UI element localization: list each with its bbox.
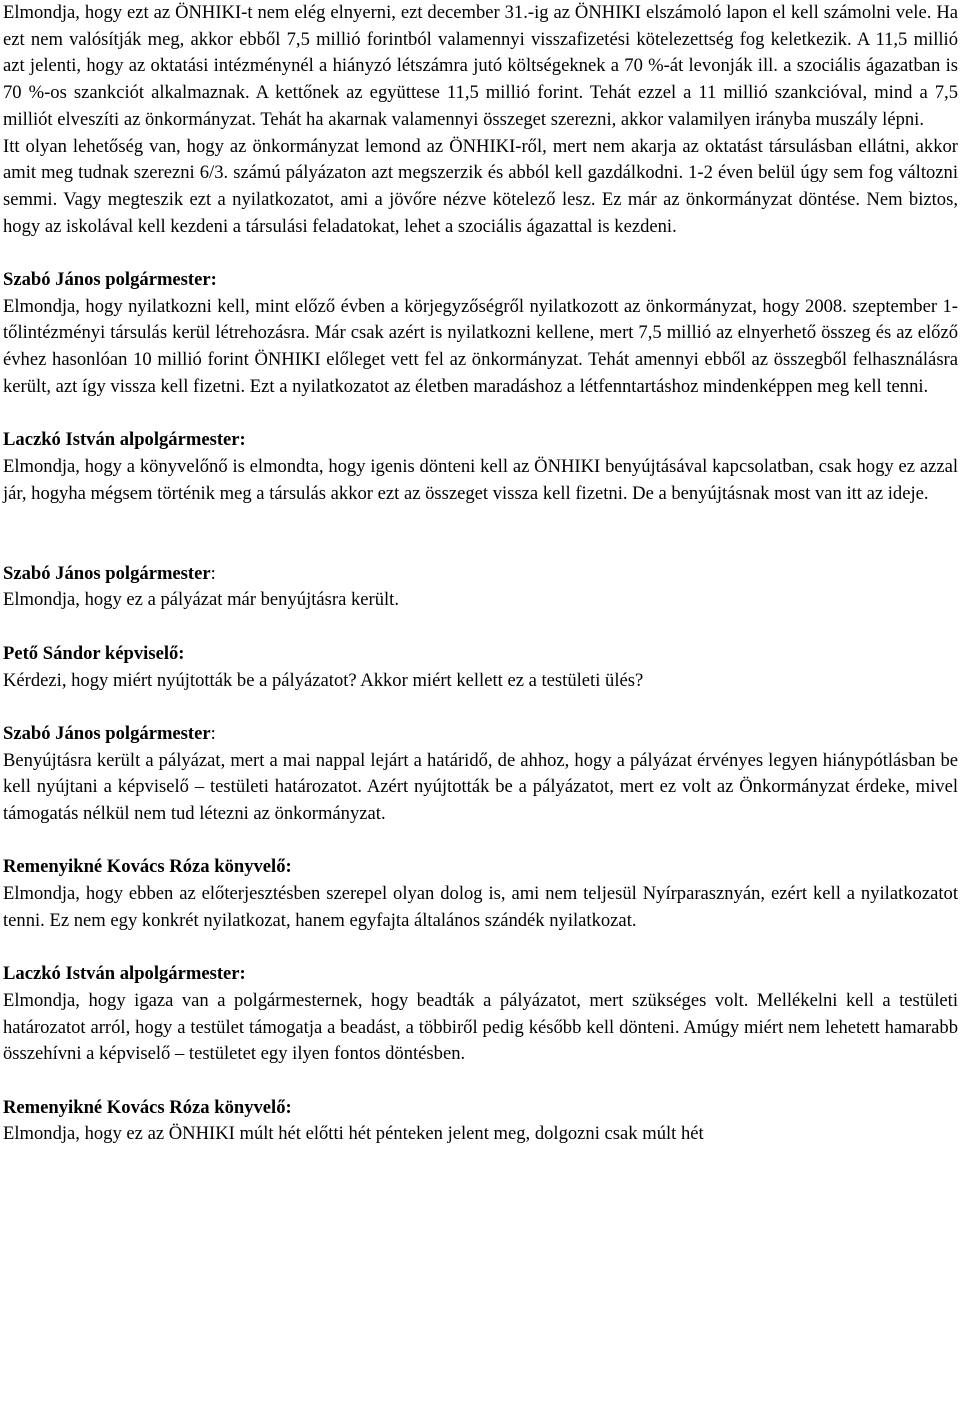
speaker-name: Remenyikné Kovács Róza könyvelő: <box>3 1096 292 1118</box>
speech-text: Elmondja, hogy a könyvelőnő is elmondta, hogy igenis dönteni kell az ÖNHIKI benyújtásával kapcsolatban, csak hogy ez azzal jár, hogyha mégsem történik meg a társulás akkor ezt az összeget vissza kell fizetni. De a benyújtásnak most van itt az ideje. <box>3 455 958 504</box>
speech-block <box>3 641 958 694</box>
speech-text: Elmondja, hogy nyilatkozni kell, mint előző évben a körjegyzőségről nyilatkozott az önkormányzat, hogy 2008. szeptember 1-tőlintézményi társulás kerül létrehozásra. Már csak azért is nyilatkozni kellene, mert 7,5 millió az elnyerhető összeg és az előző évhez hasonlóan 10 millió forint ÖNHIKI előleget vett fel az önkormányzat. Tehát amennyi ebből az összegből felhasználásra került, azt így vissza kell fizetni. Ezt a nyilatkozatot az életben maradáshoz a létfenntartáshoz mindenképpen meg kell tenni. <box>3 295 958 397</box>
speech-block <box>3 854 958 934</box>
speaker-name: Szabó János polgármester <box>3 562 211 584</box>
speech-block <box>3 561 958 614</box>
speech-text: Benyújtásra került a pályázat, mert a mai nappal lejárt a határidő, de ahhoz, hogy a pályázat érvényes legyen hiánypótlásban be kell nyújtani a képviselő – testületi határozatot. Azért nyújtották be a pályázatot, mert ez volt az Önkormányzat érdeke, mivel támogatás nélkül nem tud létezni az önkormányzat. <box>3 749 958 825</box>
speech-block <box>3 961 958 1068</box>
speaker-suffix: : <box>210 562 216 584</box>
speaker-name: Pető Sándor képviselő: <box>3 642 185 664</box>
speech-block <box>3 267 958 401</box>
paragraph-2: Itt olyan lehetőség van, hogy az önkormányzat lemond az ÖNHIKI-ről, mert nem akarja az oktatást társulásban ellátni, akkor amit meg tudnak szerezni 6/3. számú pályázaton azt megszerzik és abból kell gazdálkodni. 1-2 éven belül úgy sem fog változni semmi. Vagy megteszik ezt a nyilatkozatot, ami a jövőre nézve kötelező lesz. Ez már az önkormányzat döntése. Nem biztos, hogy az iskolával kell kezdeni a társulási feladatokat, lehet a szociális ágazattal is kezdeni. <box>3 135 958 237</box>
speech-text: Elmondja, hogy ebben az előterjesztésben szerepel olyan dolog is, ami nem teljesül Nyírparasznyán, ezért kell a nyilatkozatot tenni. Ez nem egy konkrét nyilatkozat, hanem egyfajta általános szándék nyilatkozat. <box>3 883 958 931</box>
speaker-name: Laczkó István alpolgármester: <box>3 429 246 451</box>
speaker-name: Szabó János polgármester: <box>3 269 217 291</box>
speaker-name: Szabó János polgármester <box>3 722 211 744</box>
speech-text: Kérdezi, hogy miért nyújtották be a pályázatot? Akkor miért kellett ez a testületi ülés? <box>3 669 644 691</box>
speech-block <box>3 721 958 828</box>
speech-block <box>3 427 958 507</box>
speaker-name: Remenyikné Kovács Róza könyvelő: <box>3 856 292 878</box>
speaker-line <box>3 721 958 748</box>
paragraph-1: Elmondja, hogy ezt az ÖNHIKI-t nem elég elnyerni, ezt december 31.-ig az ÖNHIKI elszámoló lapon el kell számolni vele. Ha ezt nem valósítják meg, akkor ebből 7,5 millió forintból valamennyi visszafizetési kötelezettség fog keletkezik. A 11,5 millió azt jelenti, hogy az oktatási intézménynél a hiányzó létszámra jutó költségeknek a 70 %-át levonják ill. a szociális ágazatban is 70 %-os szankciót alkalmaznak. A kettőnek az együttese 11,5 millió forint. Tehát ezzel a 11 millió szankcióval, mind a 7,5 milliót elveszíti az önkormányzat. Tehát ha akarnak valamennyi összeget szerezni, akkor valamilyen irányba muszály lépni. <box>3 2 958 130</box>
speaker-line <box>3 561 958 588</box>
speech-block <box>3 1095 958 1148</box>
speaker-suffix: : <box>210 722 216 744</box>
speech-text: Elmondja, hogy ez az ÖNHIKI múlt hét előtti hét pénteken jelent meg, dolgozni csak múlt hét <box>3 1123 704 1145</box>
speech-text: Elmondja, hogy igaza van a polgármesternek, hogy beadták a pályázatot, mert szükséges volt. Mellékelni kell a testületi határozatot arról, hogy a testület támogatja a beadást, a többiről pedig később kell dönteni. Amúgy miért nem lehetett hamarabb összehívni a képviselő – testületet egy ilyen fontos döntésben. <box>3 989 958 1065</box>
speaker-name: Laczkó István alpolgármester: <box>3 963 246 985</box>
speech-text: Elmondja, hogy ez a pályázat már benyújtásra került. <box>3 589 399 611</box>
